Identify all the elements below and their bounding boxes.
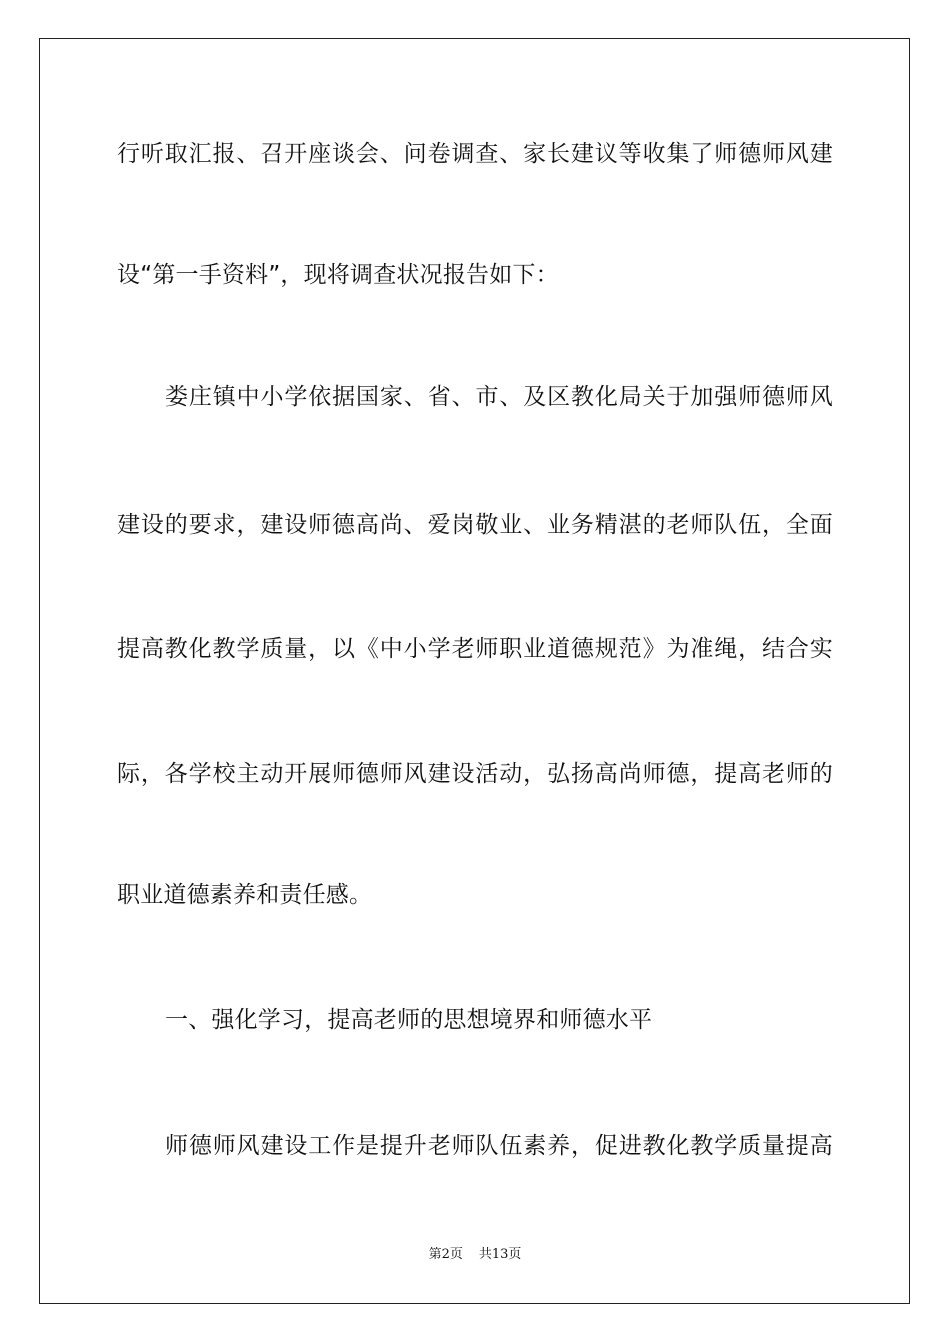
paragraph-line-5: 提高教化教学质量，以《中小学老师职业道德规范》为准绳，结合实 [117, 636, 833, 662]
paragraph-line-6: 际，各学校主动开展师德师风建设活动，弘扬高尚师德，提高老师的 [117, 761, 833, 787]
section-heading: 一、强化学习，提高老师的思想境界和师德水平 [165, 1007, 653, 1033]
page-footer [0, 1246, 950, 1264]
page-total: 共13页 [478, 1247, 522, 1262]
paragraph-line-8: 师德师风建设工作是提升老师队伍素养，促进教化教学质量提高 [165, 1133, 833, 1159]
paragraph-line-3: 娄庄镇中小学依据国家、省、市、及区教化局关于加强师德师风 [165, 384, 833, 410]
paragraph-line-1: 行听取汇报、召开座谈会、问卷调查、家长建议等收集了师德师风建 [117, 141, 833, 167]
page-number: 第2页 [428, 1247, 463, 1262]
paragraph-line-7: 职业道德素养和责任感。 [117, 882, 373, 908]
page-border [39, 38, 910, 1304]
paragraph-line-4: 建设的要求，建设师德高尚、爱岗敬业、业务精湛的老师队伍，全面 [117, 512, 833, 538]
paragraph-line-2: 设“第一手资料”，现将调查状况报告如下： [117, 262, 559, 288]
